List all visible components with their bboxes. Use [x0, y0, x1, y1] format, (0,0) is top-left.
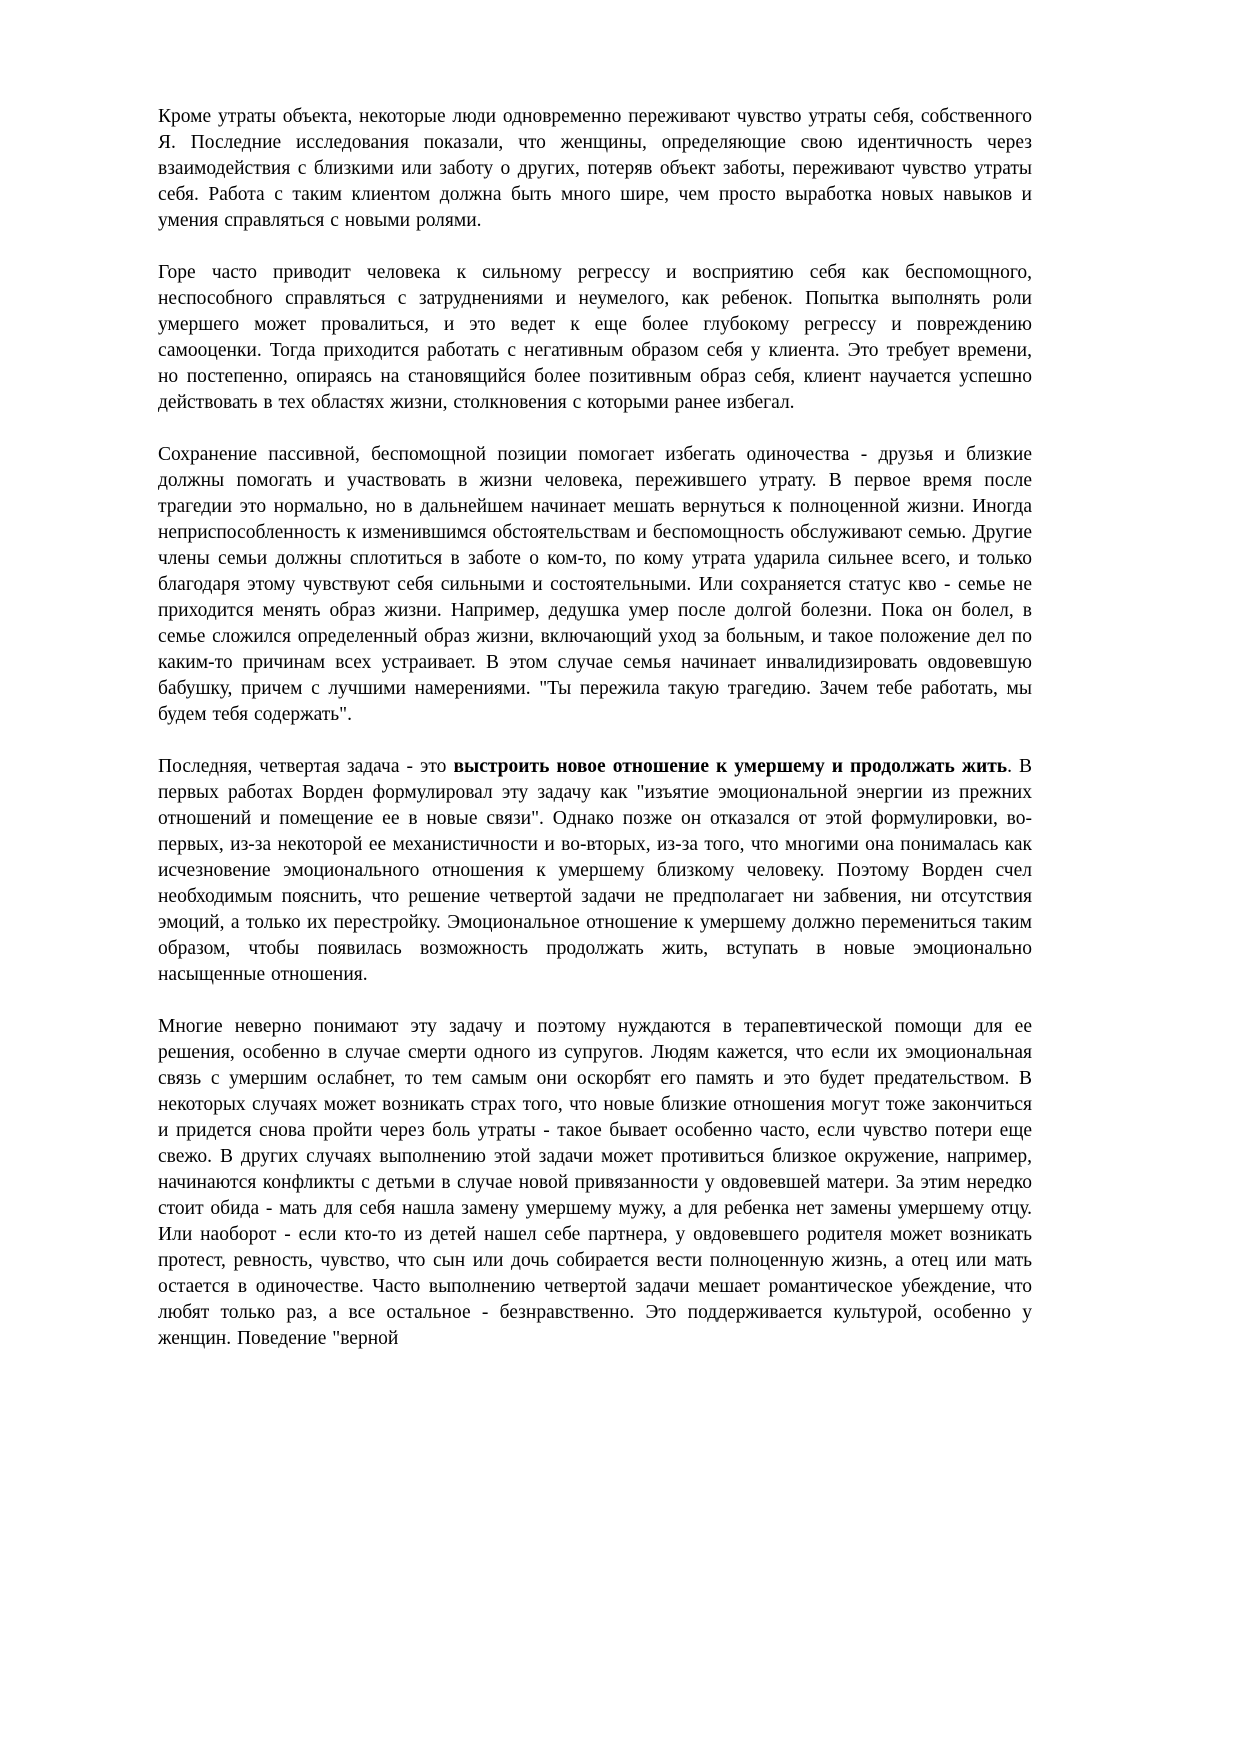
fourth-task-body-text: . В первых работах Ворден формулировал эту задачу как "изъятие эмоциональной энергии из прежних отношений и помещение ее в новые связи". Однако позже он отказался от этой формулировки, во-первых, из-за некоторой ее механистичности и во-вторых, из-за того, что многими она понималась как исчезновение эмоционального отношения к умершему близкому человеку. Поэтому Ворден счел необходимым пояснить, что решение четвертой задачи не предполагает ни забвения, ни отсутствия эмоций, а только их перестройку. Эмоциональное отношение к умершему должно перемениться таким образом, чтобы появилась возможность продолжать жить, вступать в новые эмоционально насыщенные отношения. — [158, 756, 1033, 985]
paragraph-fourth-task — [158, 754, 1032, 988]
paragraph-misunderstanding-task: Многие неверно понимают эту задачу и поэтому нуждаются в терапевтической помощи для ее решения, особенно в случае смерти одного из супругов. Людям кажется, что если их эмоциональная связь с умершим ослабнет, то тем самым они оскорбят его память и это будет предательством. В некоторых случаях может возникать страх того, что новые близкие отношения могут тоже закончиться и придется снова пройти через боль утраты - такое бывает особенно часто, если чувство потери еще свежо. В других случаях выполнению этой задачи может противиться близкое окружение, например, начинаются конфликты с детьми в случае новой привязанности у овдовевшей матери. За этим нередко стоит обида - мать для себя нашла замену умершему мужу, а для ребенка нет замены умершему отцу. Или наоборот - если кто-то из детей нашел себе партнера, у овдовевшего родителя может возникать протест, ревность, чувство, что сын или дочь собирается вести полноценную жизнь, а отец или мать остается в одиночестве. Часто выполнению четвертой задачи мешает романтическое убеждение, что любят только раз, а все остальное - безнравственно. Это поддерживается культурой, особенно у женщин. Поведение "верной — [158, 1016, 1032, 1349]
paragraph-loss-of-self: Кроме утраты объекта, некоторые люди одновременно переживают чувство утраты себя, собственного Я. Последние исследования показали, что женщины, определяющие свою идентичность через взаимодействия с близкими или заботу о других, потеряв объект заботы, переживают чувство утраты себя. Работа с таким клиентом должна быть много шире, чем просто выработка новых навыков и умения справляться с новыми ролями. — [158, 106, 1032, 231]
paragraph-regression: Горе часто приводит человека к сильному регрессу и восприятию себя как беспомощного, неспособного справляться с затруднениями и неумелого, как ребенок. Попытка выполнять роли умершего может провалиться, и это ведет к еще более глубокому регрессу и повреждению самооценки. Тогда приходится работать с негативным образом себя у клиента. Это требует времени, но постепенно, опираясь на становящийся более позитивным образ себя, клиент научается успешно действовать в тех областях жизни, столкновения с которыми ранее избегал. — [158, 262, 1032, 413]
fourth-task-intro-text: Последняя, четвертая задача - это — [158, 756, 454, 777]
fourth-task-bold-text: выстроить новое отношение к умершему и продолжать жить — [453, 756, 1008, 777]
paragraph-passive-position: Сохранение пассивной, беспомощной позиции помогает избегать одиночества - друзья и близкие должны помогать и участвовать в жизни человека, пережившего утрату. В первое время после трагедии это нормально, но в дальнейшем начинает мешать вернуться к полноценной жизни. Иногда неприспособленность к изменившимся обстоятельствам и беспомощность обслуживают семью. Другие члены семьи должны сплотиться в заботе о ком-то, по кому утрата ударила сильнее всего, и только благодаря этому чувствуют себя сильными и состоятельными. Или сохраняется статус кво - семье не приходится менять образ жизни. Например, дедушка умер после долгой болезни. Пока он болел, в семье сложился определенный образ жизни, включающий уход за больным, и такое положение дел по каким-то причинам всех устраивает. В этом случае семья начинает инвалидизировать овдовевшую бабушку, причем с лучшими намерениями. "Ты пережила такую трагедию. Зачем тебе работать, мы будем тебя содержать". — [158, 444, 1032, 725]
